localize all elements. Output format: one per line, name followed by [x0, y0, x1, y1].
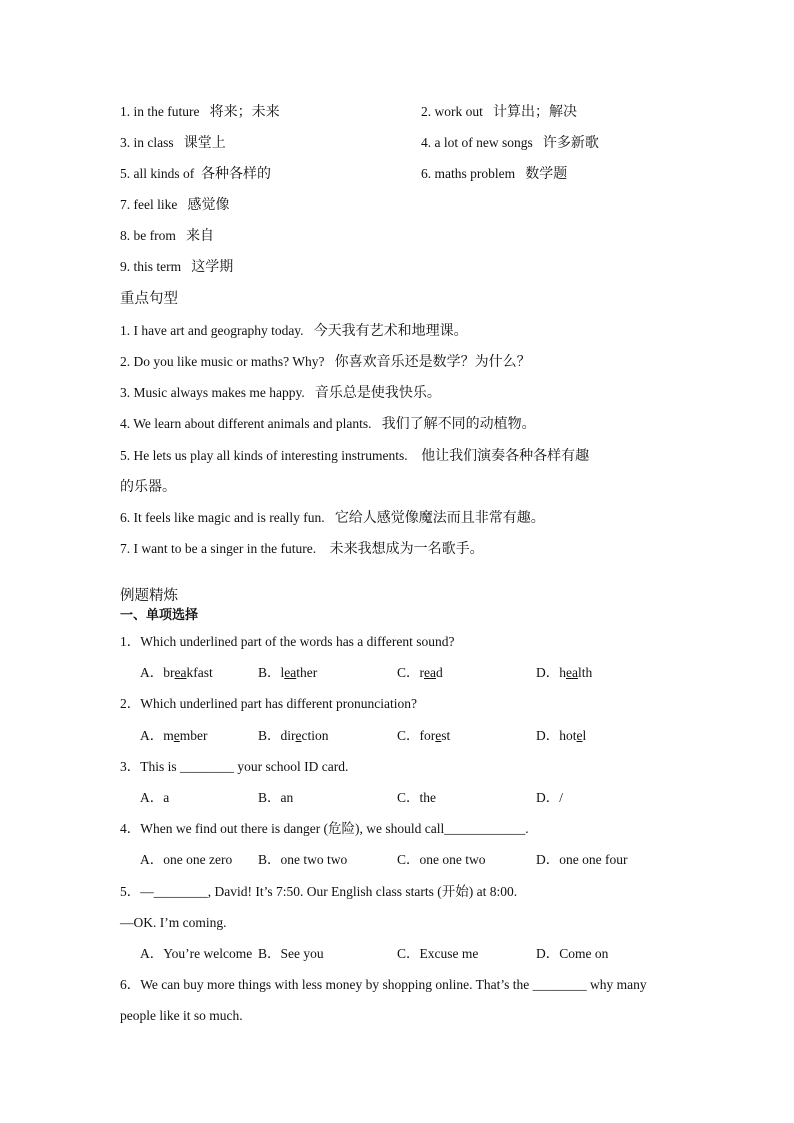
sentence-number: 6.	[120, 510, 131, 525]
question-text: When we find out there is danger (危险), we should call____________.	[140, 821, 529, 836]
option-text: lth	[577, 665, 593, 680]
option-text: Excuse me	[419, 946, 479, 961]
option-a[interactable]	[140, 850, 232, 870]
option-c[interactable]	[397, 663, 443, 683]
option-text: st	[441, 728, 451, 743]
option-text: Come on	[559, 946, 609, 961]
sentence-item	[120, 414, 536, 434]
phrase-english: in class	[133, 135, 174, 150]
option-label: D．	[536, 728, 560, 743]
option-label: D．	[536, 852, 560, 867]
question-number: 3．	[120, 759, 141, 774]
question-stem	[120, 757, 348, 777]
phrase-english: in the future	[133, 104, 200, 119]
question-stem	[120, 819, 529, 839]
sentence-item	[120, 352, 531, 372]
sentence-item	[120, 539, 484, 559]
sentence-english: Do you like music or maths? Why?	[133, 354, 325, 369]
sentence-chinese: 今天我有艺术和地理课。	[313, 323, 468, 339]
phrase-item	[421, 102, 577, 122]
question-number: 5．	[120, 884, 141, 899]
sentence-english: We learn about different animals and plants.	[133, 416, 372, 431]
option-text: dir	[280, 728, 296, 743]
phrase-number: 5.	[120, 166, 131, 181]
sentence-english: I have art and geography today.	[133, 323, 304, 338]
option-b[interactable]	[258, 788, 293, 808]
option-d[interactable]	[536, 850, 627, 870]
phrase-chinese: 这学期	[191, 259, 234, 275]
option-label: B．	[258, 728, 281, 743]
option-text: mber	[179, 728, 208, 743]
question-number: 2．	[120, 696, 141, 711]
option-text: one one two	[419, 852, 486, 867]
option-text: the	[419, 790, 437, 805]
option-label: C．	[397, 946, 420, 961]
sentence-item	[120, 321, 468, 341]
underlined-part: e	[173, 728, 180, 743]
sentence-continuation	[120, 477, 176, 497]
sentence-number: 2.	[120, 354, 131, 369]
question-text: Which underlined part has different pronunciation?	[140, 696, 418, 711]
phrase-chinese: 感觉像	[187, 197, 230, 213]
phrase-english: be from	[133, 228, 176, 243]
question-stem-cont: —OK. I’m coming.	[120, 915, 227, 930]
option-text: l	[280, 665, 285, 680]
phrase-item	[120, 195, 229, 215]
phrase-chinese: 计算出；解决	[493, 104, 577, 120]
question-stem	[120, 632, 455, 652]
phrase-number: 1.	[120, 104, 131, 119]
option-label: B．	[258, 665, 281, 680]
phrase-item	[120, 164, 271, 184]
phrase-number: 2.	[421, 104, 432, 119]
option-label: C．	[397, 665, 420, 680]
option-c[interactable]	[397, 944, 478, 964]
option-label: C．	[397, 728, 420, 743]
option-d[interactable]	[536, 944, 608, 964]
option-text: one one zero	[163, 852, 233, 867]
phrase-item	[120, 133, 226, 153]
phrase-number: 7.	[120, 197, 131, 212]
option-a[interactable]	[140, 788, 169, 808]
option-label: B．	[258, 946, 281, 961]
option-c[interactable]	[397, 788, 436, 808]
question-number: 4．	[120, 821, 141, 836]
option-text: l	[582, 728, 587, 743]
option-text: See you	[280, 946, 324, 961]
option-label: D．	[536, 946, 560, 961]
option-d[interactable]	[536, 788, 563, 808]
phrase-chinese: 课堂上	[183, 135, 226, 151]
sentence-number: 7.	[120, 541, 131, 556]
option-d[interactable]	[536, 663, 592, 683]
phrase-number: 4.	[421, 135, 432, 150]
option-label: B．	[258, 852, 281, 867]
question-number: 6．	[120, 977, 141, 992]
sentence-chinese: 未来我想成为一名歌手。	[329, 541, 484, 557]
option-c[interactable]	[397, 726, 450, 746]
sentence-english: It feels like magic and is really fun.	[133, 510, 325, 525]
question-stem	[120, 882, 517, 902]
phrase-number: 8.	[120, 228, 131, 243]
sentence-chinese: 它给人感觉像魔法而且非常有趣。	[334, 510, 545, 526]
question-stem-cont: people like it so much.	[120, 1008, 243, 1023]
option-c[interactable]	[397, 850, 486, 870]
phrase-item	[120, 102, 280, 122]
phrase-item	[421, 133, 599, 153]
question-text: We can buy more things with less money by shopping online. That’s the ________ why many	[140, 977, 647, 992]
phrase-chinese: 将来；未来	[209, 104, 280, 120]
phrase-number: 3.	[120, 135, 131, 150]
question-text: Which underlined part of the words has a different sound?	[140, 634, 455, 649]
option-label: A．	[140, 665, 164, 680]
option-label: A．	[140, 728, 164, 743]
sentence-number: 1.	[120, 323, 131, 338]
sentence-english: Music always makes me happy.	[133, 385, 305, 400]
phrase-chinese: 许多新歌	[542, 135, 599, 151]
question-number: 1．	[120, 634, 141, 649]
phrase-english: this term	[133, 259, 182, 274]
underlined-part: e	[576, 728, 583, 743]
underlined-part: ea	[284, 665, 297, 680]
option-text: r	[419, 665, 425, 680]
option-b[interactable]	[258, 726, 329, 746]
section-heading: 例题精炼	[120, 588, 178, 604]
phrase-item	[120, 226, 214, 246]
phrase-english: work out	[434, 104, 483, 119]
option-label: C．	[397, 852, 420, 867]
question-stem	[120, 694, 417, 714]
phrase-english: maths problem	[434, 166, 516, 181]
option-text: for	[419, 728, 436, 743]
sentence-item	[120, 446, 589, 466]
sentence-chinese: 我们了解不同的动植物。	[381, 416, 536, 432]
question-text: —________, David! It’s 7:50. Our English class starts (开始) at 8:00.	[140, 884, 518, 899]
option-label: A．	[140, 946, 164, 961]
sentence-number: 5.	[120, 448, 131, 463]
option-text: one one four	[559, 852, 628, 867]
underlined-part: ea	[424, 665, 436, 680]
option-label: D．	[536, 790, 560, 805]
option-label: C．	[397, 790, 420, 805]
phrase-english: feel like	[133, 197, 178, 212]
option-text: br	[163, 665, 175, 680]
option-text: a	[163, 790, 170, 805]
sentence-chinese: 你喜欢音乐还是数学？为什么？	[334, 354, 531, 370]
sentence-english: He lets us play all kinds of interesting instruments.	[133, 448, 408, 463]
option-a[interactable]	[140, 944, 252, 964]
sentence-item	[120, 383, 441, 403]
option-label: D．	[536, 665, 560, 680]
phrase-item	[120, 257, 233, 277]
phrase-number: 6.	[421, 166, 432, 181]
underlined-part: ea	[566, 665, 578, 680]
option-a[interactable]	[140, 663, 213, 683]
option-text: You’re welcome	[163, 946, 253, 961]
phrase-chinese: 数学题	[525, 166, 568, 182]
option-text: h	[559, 665, 566, 680]
option-text: d	[436, 665, 443, 680]
phrase-chinese: 各种各样的	[201, 166, 271, 182]
sentence-number: 3.	[120, 385, 131, 400]
option-label: A．	[140, 852, 164, 867]
option-a[interactable]	[140, 726, 208, 746]
option-text: an	[280, 790, 294, 805]
option-b[interactable]	[258, 944, 324, 964]
option-text: ction	[301, 728, 329, 743]
underlined-part: e	[295, 728, 302, 743]
sentence-chinese: 他让我们演奏各种各样有趣	[421, 448, 590, 464]
subsection-heading: 一、单项选择	[120, 608, 199, 623]
section-heading: 重点句型	[120, 291, 178, 307]
underlined-part: e	[435, 728, 442, 743]
option-text: kfast	[186, 665, 213, 680]
option-text: one two two	[280, 852, 348, 867]
phrase-english: a lot of new songs	[434, 135, 533, 150]
question-stem	[120, 975, 647, 995]
option-text: m	[163, 728, 174, 743]
sentence-item	[120, 508, 545, 528]
option-text: /	[559, 790, 564, 805]
sentence-chinese-cont: 的乐器。	[120, 479, 176, 495]
option-b[interactable]	[258, 850, 347, 870]
phrase-english: all kinds of	[133, 166, 195, 181]
option-d[interactable]	[536, 726, 586, 746]
sentence-english: I want to be a singer in the future.	[133, 541, 317, 556]
option-text: ther	[296, 665, 318, 680]
sentence-number: 4.	[120, 416, 131, 431]
question-text: This is ________ your school ID card.	[140, 759, 349, 774]
option-text: hot	[559, 728, 577, 743]
option-label: B．	[258, 790, 281, 805]
underlined-part: ea	[174, 665, 187, 680]
option-b[interactable]	[258, 663, 317, 683]
option-label: A．	[140, 790, 164, 805]
phrase-chinese: 来自	[185, 228, 214, 244]
sentence-chinese: 音乐总是使我快乐。	[314, 385, 441, 401]
phrase-item	[421, 164, 567, 184]
phrase-number: 9.	[120, 259, 131, 274]
